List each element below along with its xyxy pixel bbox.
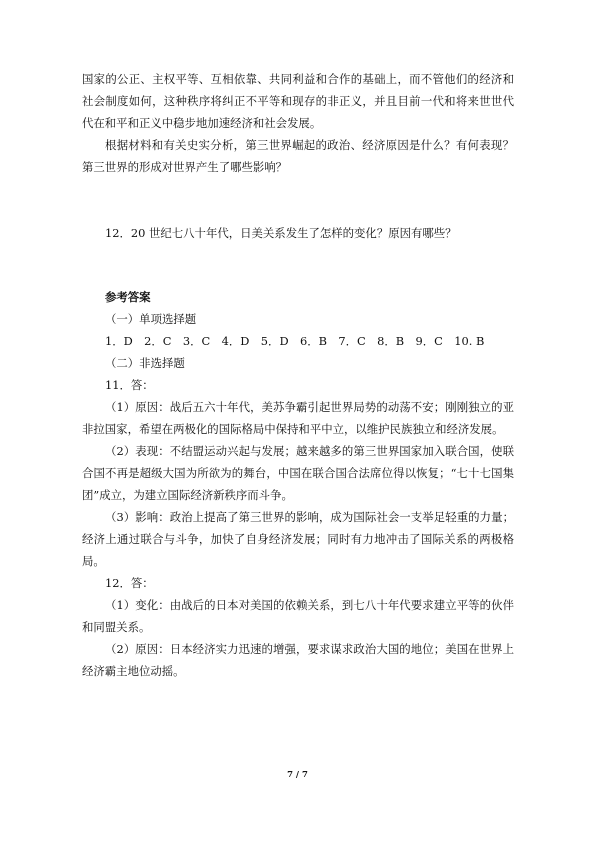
section-2-title: （二）非选择题: [105, 356, 185, 370]
q11-answer-impact: （3）影响：政治上提高了第三世界的影响，成为国际社会一支举足轻重的力量；经济上通过联合与斗争，加快了自身经济发展；同时有力地冲击了国际关系的两极格局。: [82, 510, 514, 568]
page-number: 7 / 7: [287, 770, 308, 780]
answers-heading: 参考答案: [105, 290, 151, 304]
q11-answer-label: 11．答：: [105, 378, 154, 392]
passage-text: 国家的公正、主权平等、互相依靠、共同利益和合作的基础上，而不管他们的经济和社会制度如何，这种秩序将纠正不平等和现存的非正义，并且目前一代和将来世世代代在和平和正义中稳步地加速经济和社会发展。: [82, 72, 514, 130]
section-1-title: （一）单项选择题: [105, 312, 197, 326]
q11-answer-reason: （1）原因：战后五六十年代，美苏争霸引起世界局势的动荡不安；刚刚独立的亚非拉国家，希望在两极化的国际格局中保持和平中立，以维护民族独立和经济发展。: [82, 400, 514, 436]
q12-answer-label: 12．答：: [105, 576, 154, 590]
page-content: [82, 68, 514, 682]
question-11-prompt: 根据材料和有关史实分析，第三世界崛起的政治、经济原因是什么？有何表现？第三世界的形成对世界产生了哪些影响？: [82, 138, 514, 174]
question-12: 12．20 世纪七八十年代，日美关系发生了怎样的变化？原因有哪些？: [105, 226, 457, 240]
q11-answer-performance: （2）表现：不结盟运动兴起与发展；越来越多的第三世界国家加入联合国，使联合国不再是超级大国为所欲为的舞台，中国在联合国合法席位得以恢复；“七十七国集团”成立，为建立国际经济新秩序而斗争。: [82, 444, 514, 502]
section-1-answers: 1．D 2．C 3．C 4．D 5．D 6．B 7．C 8．B 9．C 10. B: [105, 334, 485, 348]
q12-answer-change: （1）变化：由战后的日本对美国的依赖关系，到七八十年代要求建立平等的伙伴和同盟关系。: [82, 598, 514, 634]
q12-answer-reason: （2）原因：日本经济实力迅速的增强，要求谋求政治大国的地位；美国在世界上经济霸主地位动摇。: [82, 642, 514, 678]
